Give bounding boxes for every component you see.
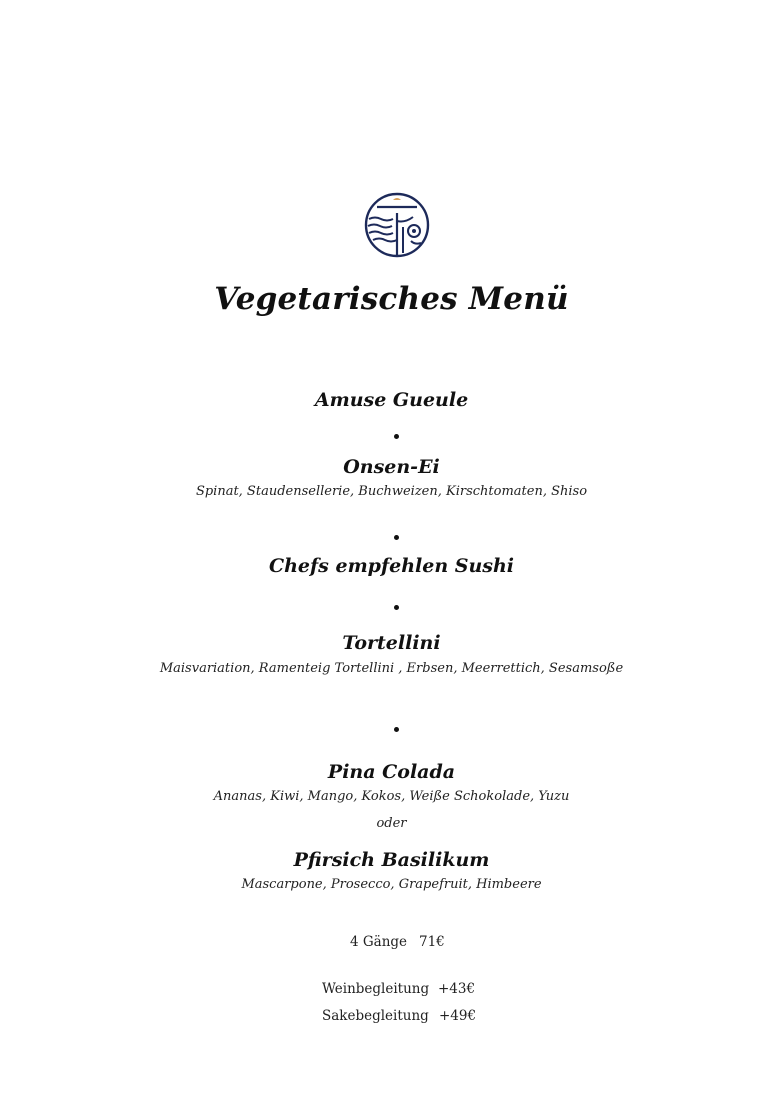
wine-pairing-label: Weinbegleitung [322,981,430,997]
menu-courses-label: 4 Gänge [350,934,408,950]
dessert-pina-colada: Pina Colada [327,761,456,783]
dessert-pina-colada-description: Ananas, Kiwi, Mango, Kokos, Weiße Schokolade, Yuzu [213,789,570,804]
course-sushi: Chefs empfehlen Sushi [268,555,515,577]
course-tortellini-description: Maisvariation, Ramenteig Tortellini , Erbsen, Meerrettich, Sesamsoße [159,661,624,676]
course-amuse-gueule: Amuse Gueule [314,389,469,411]
menu-title: Vegetarisches Menü [214,281,569,317]
wine-pairing-price: +43€ [438,981,476,997]
course-onsen-ei: Onsen-Ei [343,456,440,478]
dessert-separator-oder: oder [376,816,407,831]
separator-dot [394,434,399,439]
restaurant-logo-icon [363,191,431,259]
dessert-pfirsich-basilikum: Pfirsich Basilikum [293,849,490,871]
menu-price: 71€ [419,934,445,950]
separator-dot [394,605,399,610]
separator-dot [394,727,399,732]
course-onsen-ei-description: Spinat, Staudensellerie, Buchweizen, Kirschtomaten, Shiso [195,484,588,499]
sake-pairing-price: +49€ [439,1008,477,1024]
separator-dot [394,535,399,540]
sake-pairing-label: Sakebegleitung [322,1008,429,1024]
dessert-pfirsich-description: Mascarpone, Prosecco, Grapefruit, Himbeere [241,877,542,892]
course-tortellini: Tortellini [342,632,441,654]
